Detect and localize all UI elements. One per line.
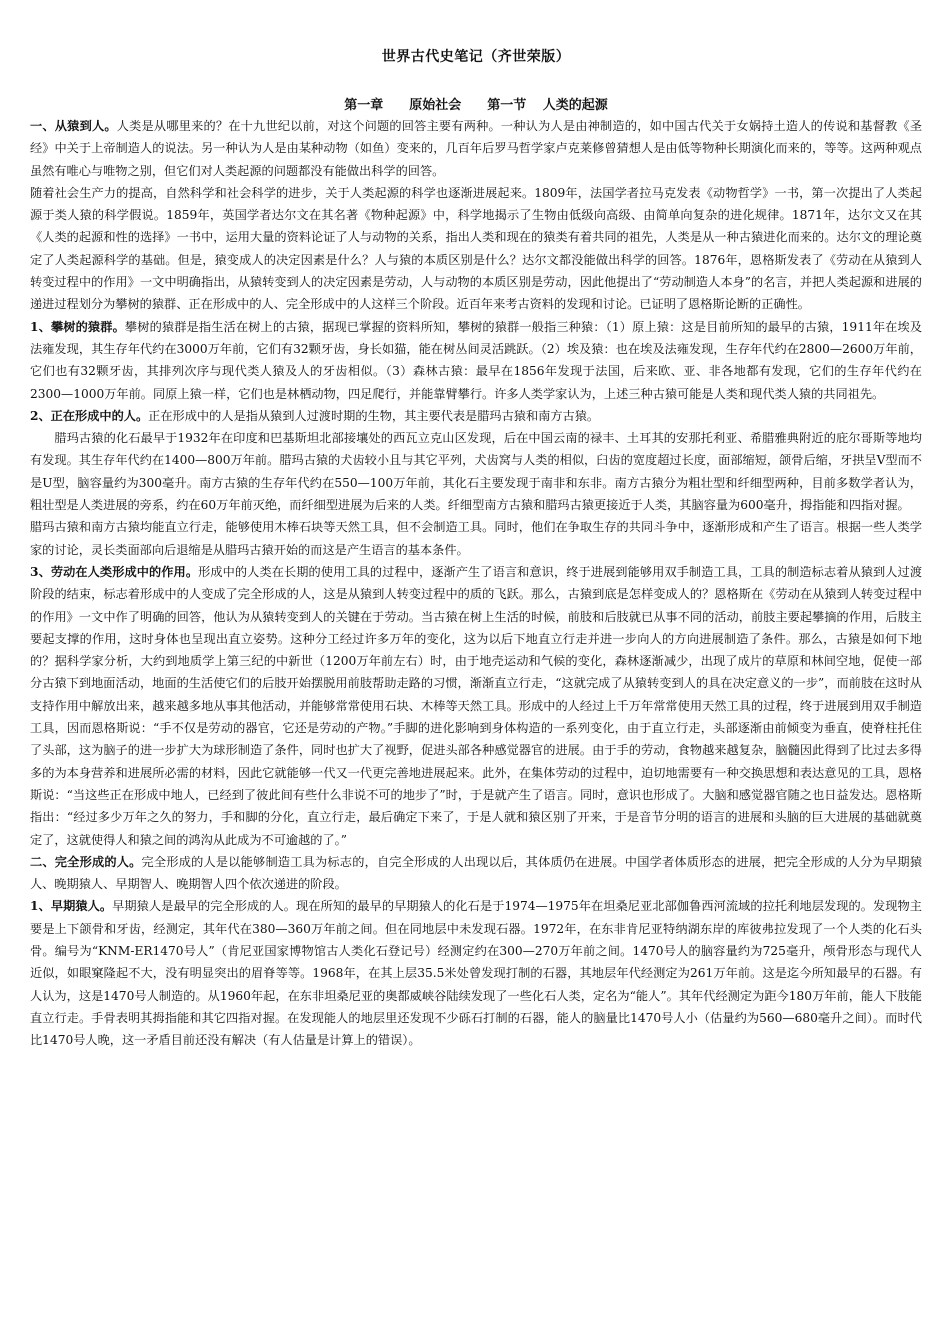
paragraph-text: 完全形成的人是以能够制造工具为标志的，自完全形成的人出现以后，其体质仍在进展。中国学者体质形态的进展，把完全形成的人分为早期猿人、晚期猿人、早期智人、晚期智人四个依次递进的阶段。 <box>30 854 923 892</box>
paragraph-role-of-labor <box>30 561 922 851</box>
paragraph-text: 正在形成中的人是指从猿到人过渡时期的生物，其主要代表是腊玛古猿和南方古猿。 <box>148 408 600 423</box>
paragraph-from-ape-to-man <box>30 115 922 182</box>
paragraph-text: 腊玛古猿的化石最早于1932年在印度和巴基斯坦北部接壤处的西瓦立克山区发现，后在中国云南的禄丰、土耳其的安那托利亚、希腊雅典附近的庇尔哥斯等地均有发现。其生存年代约在1400—800万年前。腊玛古猿的犬齿较小且与其它平列，犬齿窝与人类的相似，臼齿的宽度超过长度，面部缩短，颌骨后缩，牙拱呈V型而不是U型，脑容量约为300毫升。南方古猿的生存年代约在550—100万年前，其化石主要发现于南非和东非。南方古猿分为粗壮型和纤细型两种，目前多数学者认为，粗壮型是人类进展的旁系，约在60万年前灭绝，而纤细型进展为后来的人类。纤细型南方古猿和腊玛古猿更接近于人类，其脑容量为600毫升，拇指能和四指对握。 <box>30 431 922 513</box>
paragraph-tree-climbing-apes <box>30 316 922 405</box>
paragraph-lead: 3、劳动在人类形成中的作用。 <box>30 564 199 579</box>
paragraph-fully-formed-man <box>30 851 922 896</box>
paragraph-lead: 1、攀树的猿群。 <box>30 319 125 334</box>
paragraph-text: 早期猿人是最早的完全形成的人。现在所知的最早的早期猿人的化石是于1974—1975年在坦桑尼亚北部伽鲁西河流域的拉托利地层发现的。发现物主要是上下颌骨和牙齿，经测定，其年代在380—360万年前之间。但在同地层中未发现石器。1972年，在东非肯尼亚特纳湖东岸的库彼弗拉发现了一个人类的化石头骨。编号为“KNM-ER1470号人”（肯尼亚国家博物馆古人类化石登记号）经测定约在300—270万年前之间。1470号人的脑容量约为725毫升，颅骨形态与现代人近似，如眼窠隆起不大，没有明显突出的眉脊等等。1968年，在其上层35.5米处曾发现打制的石器，其地层年代经测定为261万年前。这是迄今所知最早的石器。有人认为，这是1470号人制造的。从1960年起，在东非坦桑尼亚的奥都威峡谷陆续发现了一些化石人类，定名为“能人”。其年代经测定为距今180万年前，能人下肢能直立行走。手骨表明其拇指能和其它四指对握。在发现能人的地层里还发现不少砾石打制的石器，能人的脑量比1470号人小（估量约为560—680毫升之间）。而时代比1470号人晚，这一矛盾目前还没有解决（有人估量是计算上的错误）。 <box>30 899 922 1048</box>
paragraph-forming-man <box>30 405 922 427</box>
paragraph-text: 随着社会生产力的提高，自然科学和社会科学的进步，关于人类起源的科学也逐渐进展起来。1809年，法国学者拉马克发表《动物哲学》一书，第一次提出了人类起源于类人猿的科学假说。1859年，英国学者达尔文在其名著《物种起源》中，科学地揭示了生物由低级向高级、由简单向复杂的进化规律。1871年，达尔文又在其《人类的起源和性的选择》一书中，运用大量的资料论证了人与动物的关系，指出人类和现在的猿类有着共同的祖先，人类是从一种古猿进化而来的。达尔文的理论奠定了人类起源科学的基础。但是，猿变成人的决定因素是什么？人与猿的本质区别是什么？达尔文都没能做出科学的回答。1876年，恩格斯发表了《劳动在从猿到人转变过程中的作用》一文中明确指出，从猿转变到人的决定因素是劳动，人与动物的本质区别是劳动，因此他提出了“劳动制造人本身”的名言，并把人类起源和进展的递进过程划分为攀树的猿群、正在形成中的人、完全形成中的人这样三个阶段。近百年来考古资料的发现和讨论。已证明了恩格斯论断的正确性。 <box>30 185 922 312</box>
paragraph-text: 形成中的人类在长期的使用工具的过程中，逐渐产生了语言和意识，终于进展到能够用双手制造工具，工具的制造标志着从猿到人过渡阶段的结束，标志着形成中的人变成了完全形成的人，这是从猿到人转变过程中的质的飞跃。那么，古猿到底是怎样变成人的？恩格斯在《劳动在从猿到人转变过程中的作用》一文中作了明确的回答，他认为从猿转变到人的关键在于劳动。当古猿在树上生活的时候，前肢和后肢就已从事不同的活动，前肢主要起攀摘的作用，后肢主要起支撑的作用，这时身体也呈现出直立姿势。这种分工经过许多万年的变化，这为以后下地直立行走并进一步向人的方向进展制造了条件。那么，古猿是如何下地的？据科学家分析，大约到地质学上第三纪的中新世（1200万年前左右）时，由于地壳运动和气候的变化，森林逐渐减少，出现了成片的草原和林间空地，促使一部分古猿下到地面活动，地面的生活使它们的后肢开始摆脱用前肢帮助走路的习惯，渐渐直立行走，“这就完成了从猿转变到人的具在决定意义的一步”，而前肢在这时从支持作用中解放出来，越来越多地从事其他活动，并能够常常使用石块、木棒等天然工具。形成中的人经过上千万年常常使用天然工具的过程，终于进展到用双手制造工具，因而恩格斯说：“手不仅是劳动的器官，它还是劳动的产物。”手脚的进化影响到身体构造的一系列变化，由于直立行走，头部逐渐由前倾变为垂直，使脊柱托住了头部，这为脑子的进一步扩大为球形制造了条件，同时也扩大了视野，促进头部各种感觉器官的进展。由于手的劳动，食物越来越复杂，脑髓因此得到了比过去多得多的为本身营养和进展所必需的材料，因此它就能够一代又一代更完善地进展起来。此外，在集体劳动的过程中，迫切地需要有一种交换思想和表达意见的工具，恩格斯说：“当这些正在形成中地人，已经到了彼此间有些什么非说不可的地步了”时，于是就产生了语言。同时，意识也形成了。大脑和感觉器官随之也日益发达。恩格斯指出：“经过多少万年之久的努力，手和脚的分化，直立行走，最后确定下来了，于是人就和猿区别了开来，于是音节分明的语言的进展和头脑的巨大进展的基础就奠定了，这就使得人和猿之间的鸿沟从此成为不可逾越的了。” <box>30 564 923 847</box>
chapter-heading: 第一章 原始社会 第一节 人类的起源 <box>344 98 608 113</box>
paragraph-science-history <box>30 182 922 316</box>
paragraph-lead: 二、完全形成的人。 <box>30 854 142 869</box>
paragraph-text: 腊玛古猿和南方古猿均能直立行走，能够使用木棒石块等天然工具，但不会制造工具。同时，他们在争取生存的共同斗争中，逐渐形成和产生了语言。根据一些人类学家的讨论，灵长类面部向后退缩是从腊玛古猿开始的而这是产生语言的基本条件。 <box>30 520 922 557</box>
paragraph-text: 攀树的猿群是指生活在树上的古猿，据现已掌握的资料所知，攀树的猿群一般指三种猿：（1）原上猿：这是目前所知的最早的古猿，1911年在埃及法雍发现，其生存年代约在3000万年前，它们有32颗牙齿，身长如猫，能在树丛间灵活跳跃。（2）埃及猿：也在埃及法雍发现，生存年代约在2800—2600万年前，它们也有32颗牙齿，其排列次序与现代类人猿及人的牙齿相似。（3）森林古猿：最早在1856年发现于法国，后来欧、亚、非各地都有发现，它们的生存年代约在2300—1000万年前。同原上猿一样，它们也是林栖动物，四足爬行，并能靠臂攀行。许多人类学家认为，上述三种古猿可能是人类和现代类人猿的共同祖先。 <box>30 319 923 401</box>
document-title: 世界古代史笔记（齐世荣版） <box>381 49 571 65</box>
paragraph-lead: 一、从猿到人。 <box>30 119 117 133</box>
paragraph-early-ape-man <box>30 895 922 1051</box>
paragraph-lead: 2、正在形成中的人。 <box>30 408 149 423</box>
paragraph-upright-walking <box>30 516 922 561</box>
paragraph-lead: 1、早期猿人。 <box>30 899 113 914</box>
paragraph-ramapithecus <box>30 427 922 516</box>
paragraph-text: 人类是从哪里来的？在十九世纪以前，对这个问题的回答主要有两种。一种认为人是由神制造的，如中国古代关于女娲持土造人的传说和基督教《圣经》中关于上帝制造人的说法。另一种认为人是由某种动物（如鱼）变来的，几百年后罗马哲学家卢克莱修曾猜想人是由低等物种长期演化而来的，等等。这两种观点虽然有唯心与唯物之别，但它们对人类起源的问题都没有能做出科学的回答。 <box>30 119 923 178</box>
